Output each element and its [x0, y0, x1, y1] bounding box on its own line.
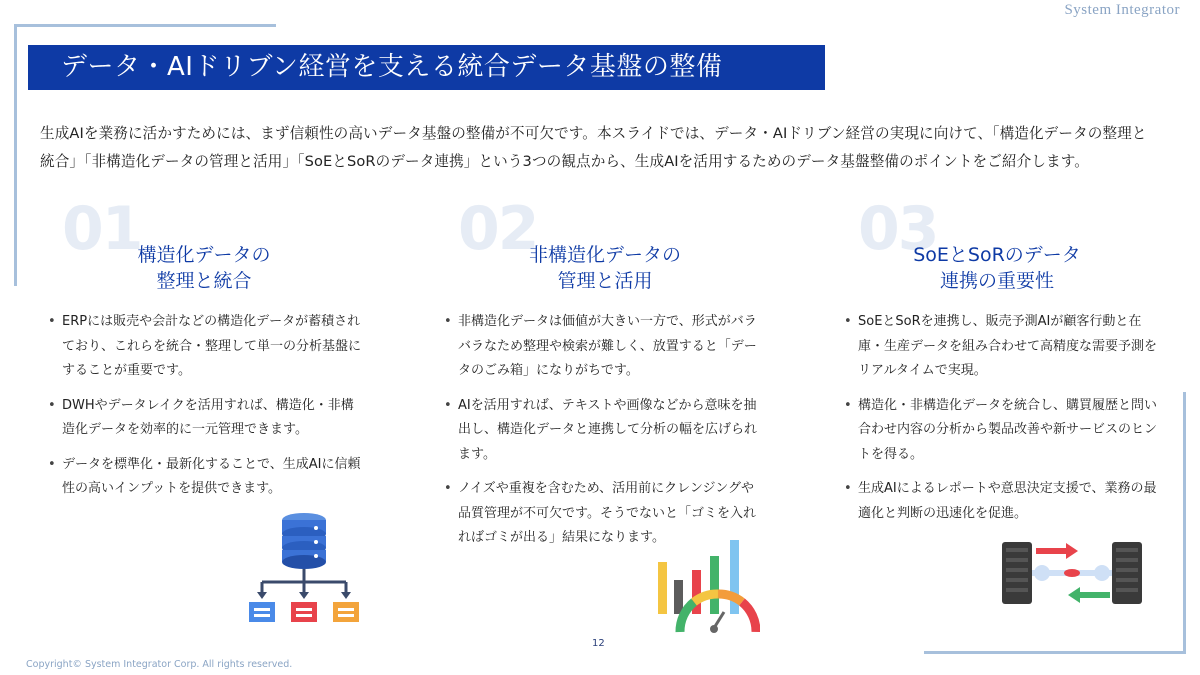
column-number: 01	[62, 194, 142, 264]
column-structured-data	[44, 196, 374, 656]
column-title-line1: SoEとSoRのデータ	[913, 244, 1081, 266]
page-number: 12	[592, 638, 605, 649]
bullet-item: • ERPには販売や会計などの構造化データが蓄積されており、これらを統合・整理して単一の分析基盤にすることが重要です。	[44, 310, 364, 384]
column-number: 03	[858, 194, 938, 264]
bullet-item: • データを標準化・最新化することで、生成AIに信頼性の高いインプットを提供できます。	[44, 453, 364, 502]
column-title	[832, 242, 1162, 294]
bullet-list	[440, 310, 760, 561]
chart-gauge-icon	[654, 536, 760, 636]
column-title-line1: 構造化データの	[137, 244, 271, 266]
bullet-item: • SoEとSoRを連携し、販売予測AIが顧客行動と在庫・生産データを組み合わせて高精度な需要予測をリアルタイムで実現。	[840, 310, 1160, 384]
column-number: 02	[458, 194, 538, 264]
bullet-item: • 生成AIによるレポートや意思決定支援で、業務の最適化と判断の迅速化を促進。	[840, 477, 1160, 526]
corner-line-right	[1183, 392, 1186, 654]
column-title-line2: 連携の重要性	[939, 270, 1054, 292]
database-icon	[244, 510, 364, 630]
column-title-line2: 整理と統合	[156, 270, 252, 292]
bullet-item: • DWHやデータレイクを活用すれば、構造化・非構造化データを効率的に一元管理できます。	[44, 394, 364, 443]
column-title	[39, 242, 369, 294]
bullet-list	[840, 310, 1160, 536]
slide-title: データ・AIドリブン経営を支える統合データ基盤の整備	[28, 45, 825, 90]
brand-logo-text: System Integrator	[1064, 2, 1180, 18]
copyright-text: Copyright© System Integrator Corp. All rights reserved.	[26, 659, 293, 670]
data-sync-icon	[1000, 540, 1144, 606]
corner-line-left	[14, 24, 17, 286]
column-title-line2: 管理と活用	[557, 270, 653, 292]
column-title-line1: 非構造化データの	[528, 244, 681, 266]
column-soe-sor	[840, 196, 1170, 656]
intro-paragraph: 生成AIを業務に活かすためには、まず信頼性の高いデータ基盤の整備が不可欠です。本スライドでは、データ・AIドリブン経営の実現に向けて、「構造化データの整理と統合」「非構造化データの管理と活用」「SoEとSoRのデータ連携」という3つの観点から、生成AIを活用するためのデータ基盤整備のポイントをご紹介します。	[40, 125, 1147, 170]
bullet-list	[44, 310, 364, 512]
bullet-item: • 構造化・非構造化データを統合し、購買履歴と問い合わせ内容の分析から製品改善や新サービスのヒントを得る。	[840, 394, 1160, 468]
corner-line-top	[14, 24, 276, 27]
column-title	[440, 242, 770, 294]
bullet-item: • 非構造化データは価値が大きい一方で、形式がバラバラなため整理や検索が難しく、放置すると「データのごみ箱」になりがちです。	[440, 310, 760, 384]
column-unstructured-data	[440, 196, 770, 656]
bullet-item: • ノイズや重複を含むため、活用前にクレンジングや品質管理が不可欠です。そうでないと「ゴミを入れればゴミが出る」結果になります。	[440, 477, 760, 551]
bullet-item: • AIを活用すれば、テキストや画像などから意味を抽出し、構造化データと連携して分析の幅を広げられます。	[440, 394, 760, 468]
